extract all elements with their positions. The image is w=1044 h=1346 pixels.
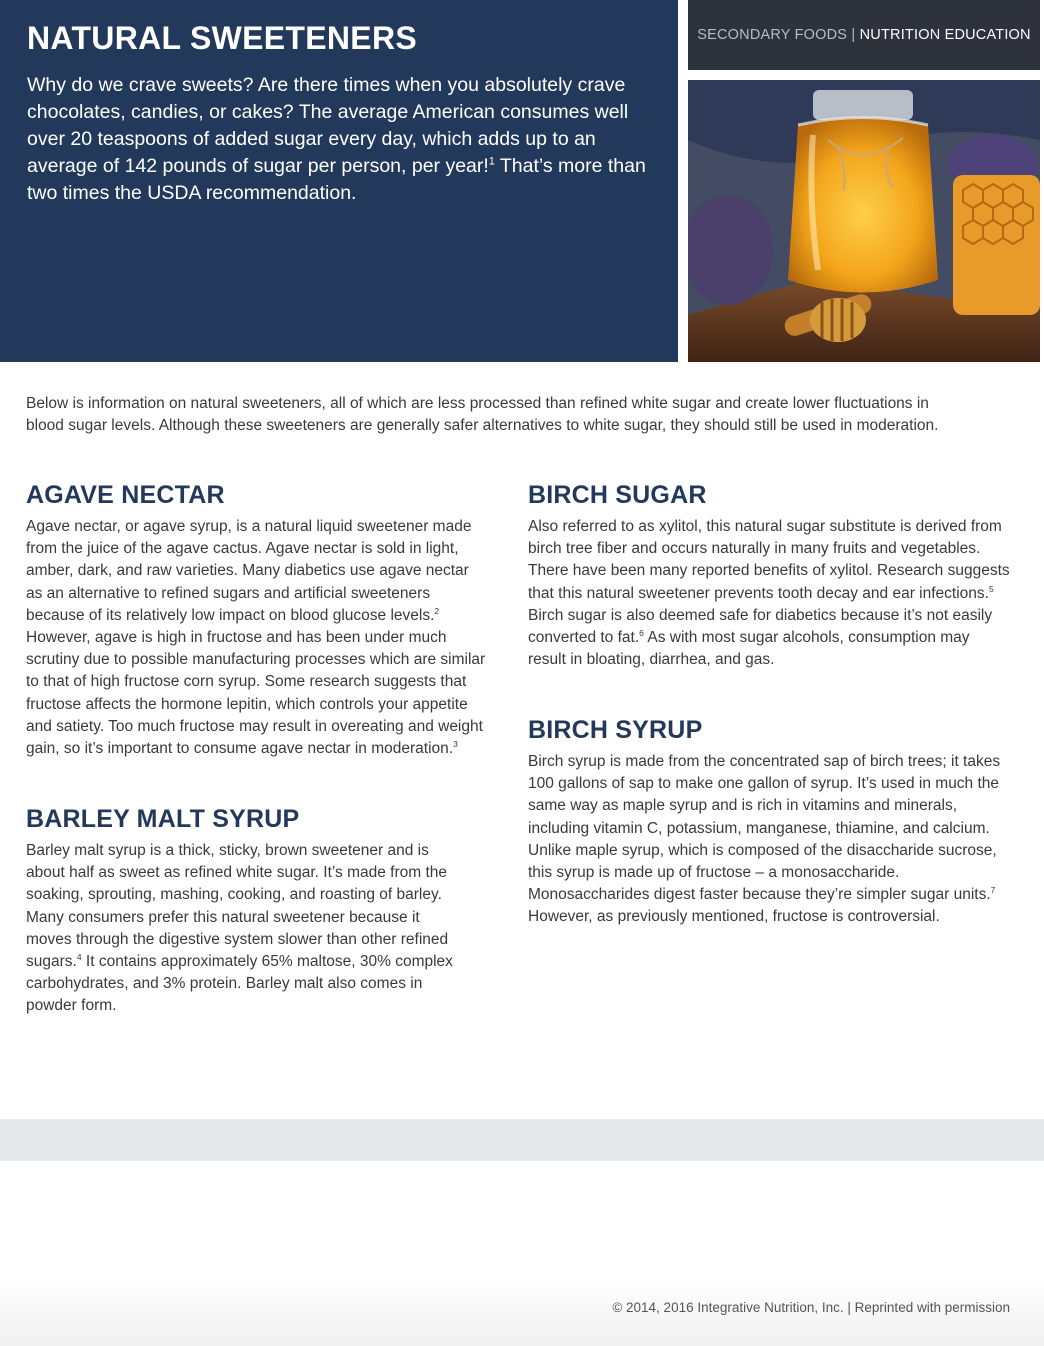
- section-barley-malt-syrup: [26, 805, 466, 1018]
- hero-intro-text: Why do we crave sweets? Are there times when you absolutely crave chocolates, candies, or cakes? The average American consumes well over 20 teaspoons of added sugar every day, which adds up to an average of 142 pounds of sugar per person, per year!: [27, 74, 629, 177]
- footnote-ref: 1: [488, 155, 495, 168]
- section-agave-nectar: [26, 481, 488, 760]
- divider-band: [0, 1119, 1044, 1161]
- body-text: Barley malt syrup is a thick, sticky, brown sweetener and is about half as sweet as refined white sugar. It’s made from the soaking, sprouting, mashing, cooking, and roasting of barley. Many consumers prefer this natural sweetener because it moves through the digestive system slower than other refined sugars.: [26, 842, 449, 971]
- page-title: NATURAL SWEETENERS: [27, 20, 418, 56]
- footnote-ref: 7: [990, 885, 996, 896]
- footnote-ref: 2: [434, 605, 440, 616]
- section-body: [528, 516, 1010, 671]
- section-birch-syrup: [528, 716, 1010, 929]
- body-text: Birch sugar is also deemed safe for diabetics because it’s not easily converted to fat.: [528, 606, 993, 647]
- section-heading: BIRCH SYRUP: [528, 716, 703, 744]
- section-body: [528, 751, 1010, 929]
- body-text: Also referred to as xylitol, this natural sugar substitute is derived from birch tree fiber and occurs naturally in many fruits and vegetables. There have been many reported benefits of xylitol. Research suggests that this natural sweetener prevents tooth decay and ear infections.: [528, 518, 1010, 602]
- hero-intro: [27, 72, 652, 207]
- body-text: As with most sugar alcohols, consumption may result in bloating, diarrhea, and gas.: [528, 629, 970, 669]
- honey-jar-illustration: [688, 80, 1040, 362]
- footnote-ref: 3: [453, 738, 458, 749]
- body-text: However, as previously mentioned, fructose is controversial.: [528, 908, 940, 926]
- footnote-ref: 4: [76, 951, 82, 962]
- footnote-ref: 6: [639, 627, 644, 638]
- section-heading: BARLEY MALT SYRUP: [26, 805, 300, 833]
- hero-intro-text-end: That’s more than two times the USDA recommendation.: [27, 155, 646, 204]
- subcategory-label: NUTRITION EDUCATION: [859, 27, 1031, 43]
- section-body: [26, 516, 488, 760]
- hero-banner: [0, 0, 678, 362]
- section-heading: AGAVE NECTAR: [26, 481, 225, 509]
- body-text: Agave nectar, or agave syrup, is a natural liquid sweetener made from the juice of the agave cactus. Agave nectar is sold in light, amber, dark, and raw varieties. Many diabetics use agave nectar as an alternative to refined sugars and artificial sweeteners because of its relatively low impact on blood glucose levels.: [26, 518, 472, 624]
- category-separator: |: [847, 27, 860, 43]
- section-heading: BIRCH SUGAR: [528, 481, 707, 509]
- lead-paragraph: Below is information on natural sweeteners, all of which are less processed than refined white sugar and create lower fluctuations in blood sugar levels. Although these sweeteners are generally safer alternatives to white sugar, they should still be used in moderation.: [26, 395, 939, 434]
- section-body: [26, 840, 466, 1018]
- body-text: It contains approximately 65% maltose, 30% complex carbohydrates, and 3% protein. Barley malt also comes in powder form.: [26, 953, 453, 1015]
- category-tag: [688, 0, 1040, 70]
- footnote-ref: 5: [988, 583, 994, 594]
- section-birch-sugar: [528, 481, 1010, 671]
- honey-jar-photo: [688, 80, 1040, 362]
- body-text: Birch syrup is made from the concentrated sap of birch trees; it takes 100 gallons of sap to make one gallon of syrup. It’s used in much the same way as maple syrup and is rich in vitamins and minerals, including vitamin C, potassium, manganese, thiamine, and calcium. Unlike maple syrup, which is composed of the disaccharide sucrose, this syrup is made up of fructose – a monosaccharide. Monosaccharides digest faster because they’re simpler sugar units.: [528, 753, 1001, 904]
- category-label: SECONDARY FOODS: [697, 27, 848, 43]
- body-text: However, agave is high in fructose and has been under much scrutiny due to possible manufacturing processes which are similar to that of high fructose corn syrup. Some research suggests that fructose affects the hormone lepitin, which controls your appetite and satiety. Too much fructose may result in overeating and weight gain, so it’s important to consume agave nectar in moderation.: [26, 629, 486, 758]
- copyright-footer: © 2014, 2016 Integrative Nutrition, Inc. | Reprinted with permission: [612, 1300, 1010, 1315]
